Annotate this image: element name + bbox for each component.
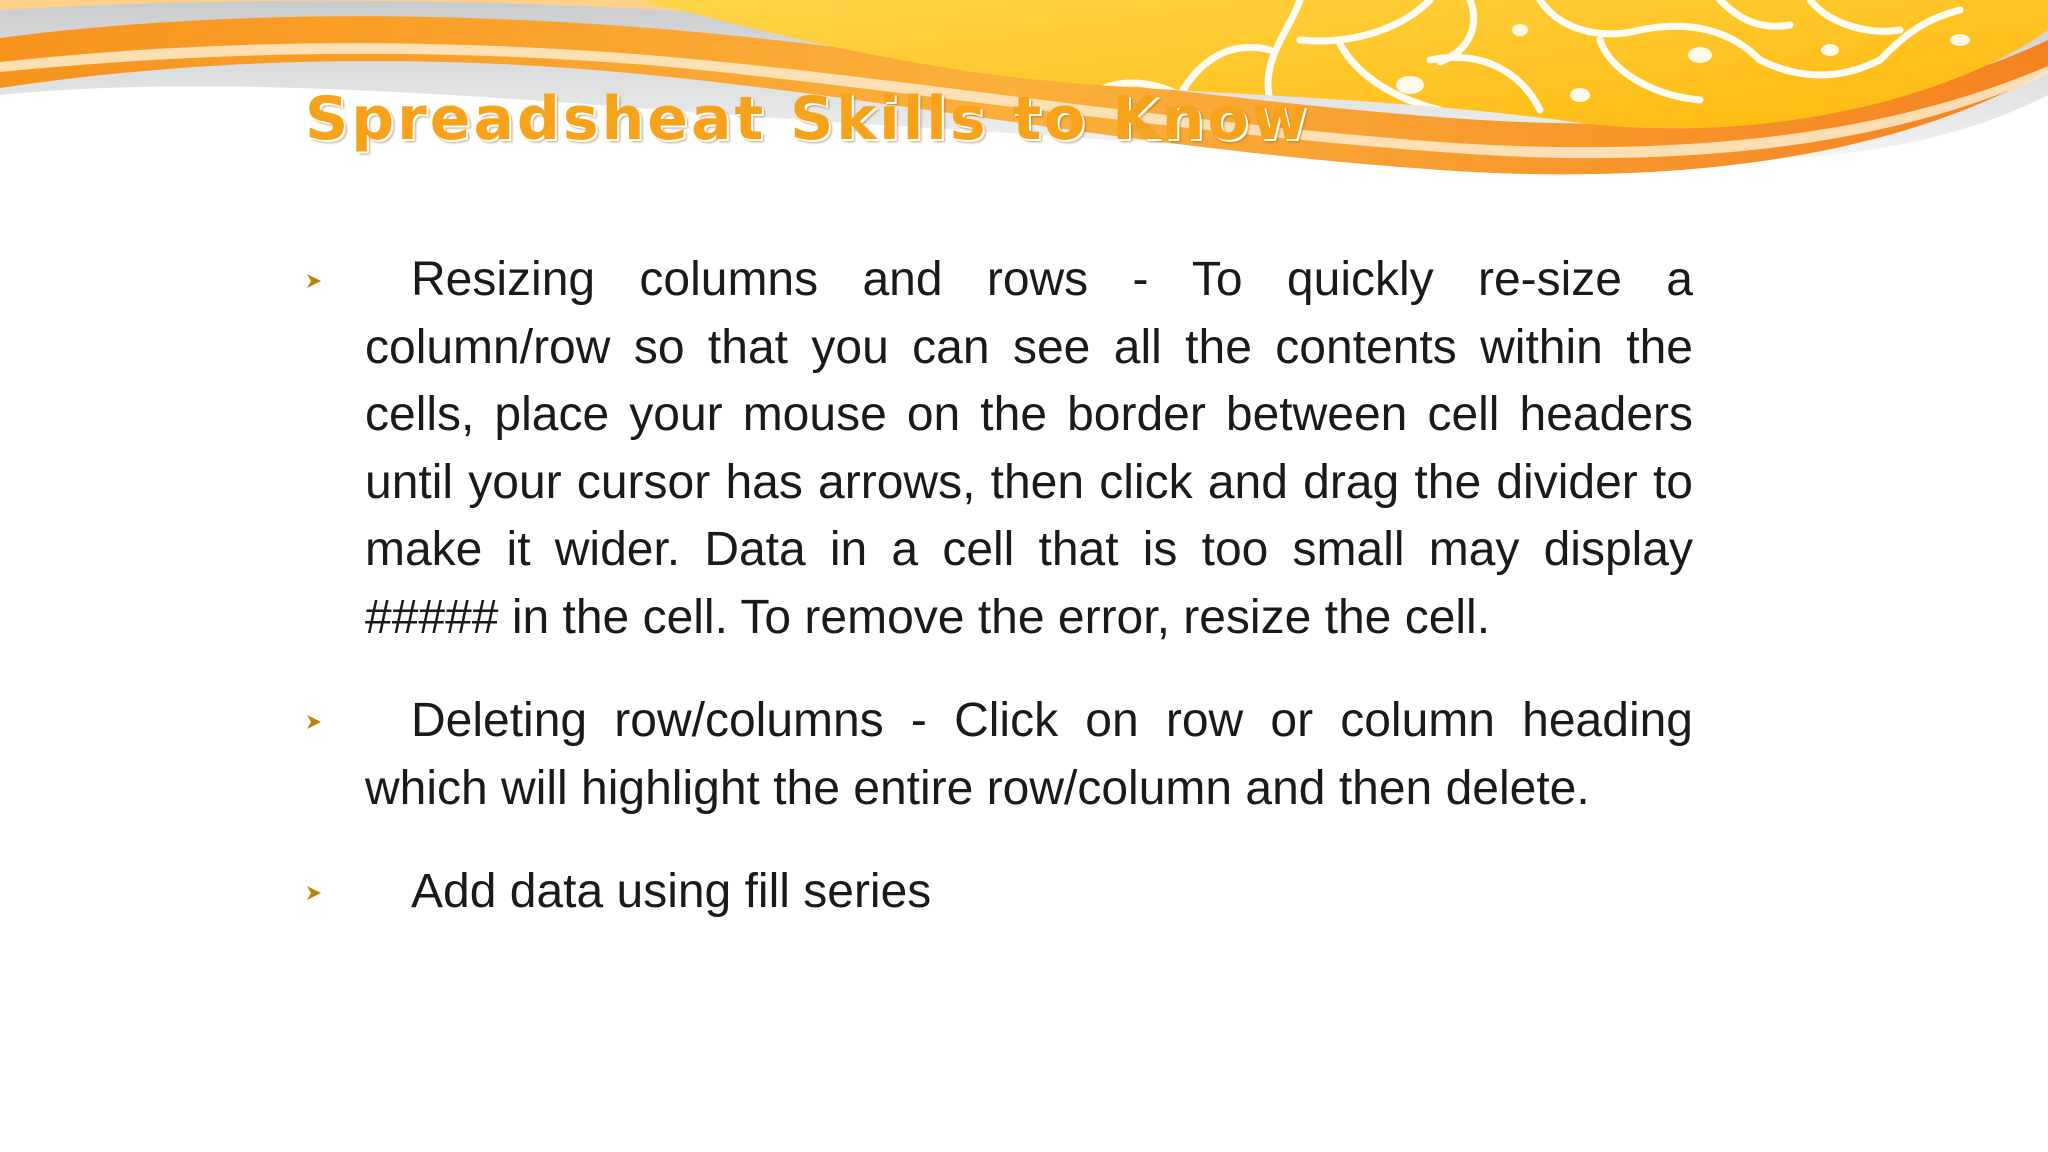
bullet-text: Deleting row/columns - Click on row or column heading which will highlight the entire row/column and then delete. xyxy=(365,694,1693,815)
list-item xyxy=(305,687,1693,822)
arrowhead-bullet-icon xyxy=(305,884,323,902)
arrowhead-bullet-icon xyxy=(305,272,323,290)
bullet-text: Resizing columns and rows - To quickly re-size a column/row so that you can see all the contents within the cells, place your mouse on the border between cell headers until your cursor has arrows, then click and drag the divider to make it wider. Data in a cell that is too small may display ##### in the cell. To remove the error, resize the cell. xyxy=(365,253,1693,644)
arrowhead-bullet-icon xyxy=(305,713,323,731)
slide-title: Spreadsheat Skills to Know xyxy=(305,84,1311,154)
list-item xyxy=(305,246,1693,651)
bullet-list xyxy=(305,246,1693,926)
bullet-text: Add data using fill series xyxy=(411,865,932,918)
list-item xyxy=(305,858,1693,926)
